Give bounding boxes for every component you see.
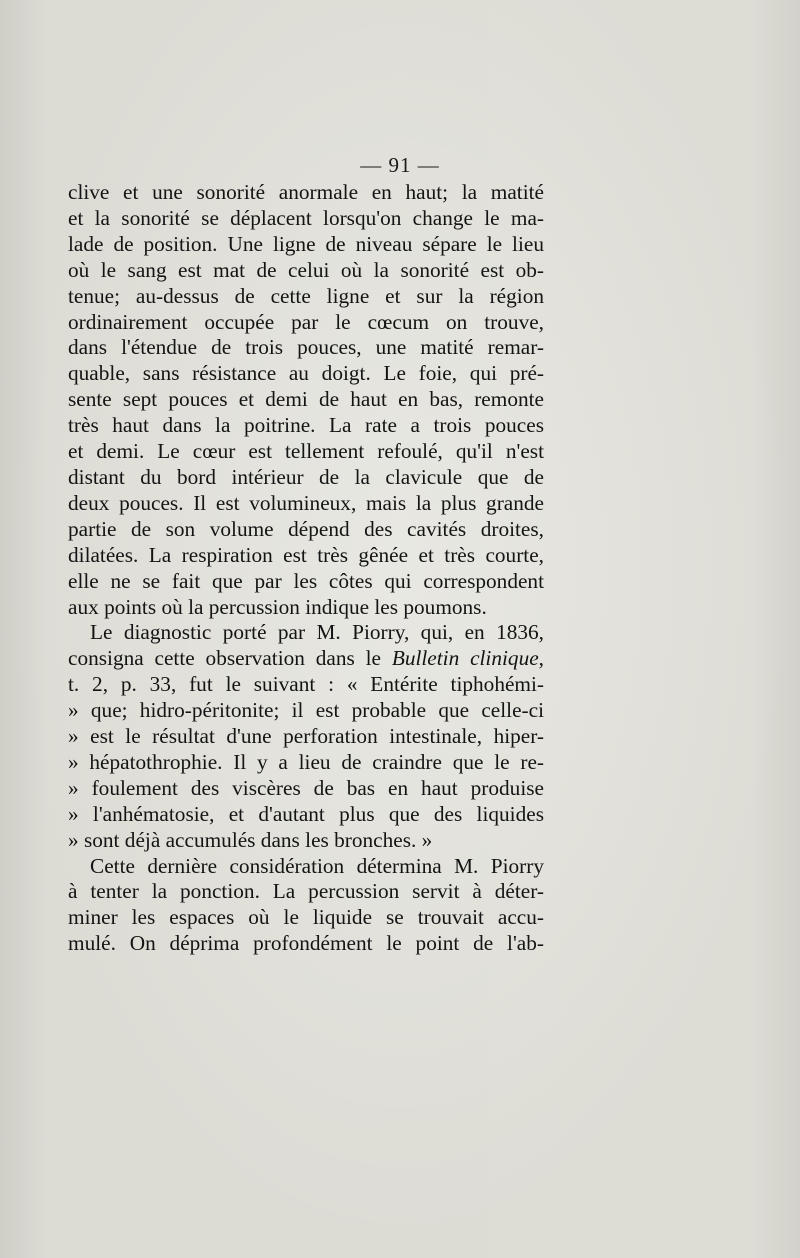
line-text: t. 2, p. 33, fut le suivant : « Entérite tiphohémi-: [68, 672, 544, 697]
text-line: [68, 465, 544, 491]
text-line: [68, 672, 544, 698]
page-number-header: — 91 —: [360, 153, 440, 177]
line-text: » sont déjà accumulés dans les bronches. »: [68, 827, 433, 852]
line-text: et demi. Le cœur est tellement refoulé, qu'il n'est: [68, 439, 544, 464]
text-line: [68, 569, 544, 595]
text-line: [68, 361, 544, 387]
text-line: [68, 646, 544, 672]
line-text: deux pouces. Il est volumineux, mais la plus grande: [68, 490, 544, 515]
text-line: [68, 750, 544, 776]
line-text: distant du bord intérieur de la clavicule que de: [68, 464, 544, 489]
text-line: [68, 905, 544, 931]
text-line: [68, 854, 544, 880]
line-text: clive et une sonorité anormale en haut; la matité: [68, 180, 544, 204]
text-line: [68, 802, 544, 828]
line-text: » foulement des viscères de bas en haut produise: [68, 775, 544, 800]
text-line: [68, 206, 544, 232]
line-text: où le sang est mat de celui où la sonorité est ob-: [68, 257, 544, 282]
line-text: très haut dans la poitrine. La rate a trois pouces: [68, 413, 544, 438]
line-text: » l'anhématosie, et d'autant plus que des liquides: [68, 801, 544, 826]
text-line: [68, 180, 544, 206]
text-line: [68, 258, 544, 284]
line-text: partie de son volume dépend des cavités droites,: [68, 516, 544, 541]
line-text: Le diagnostic porté par M. Piorry, qui, en 1836,: [90, 620, 544, 645]
text-line: [68, 931, 544, 957]
line-text: » est le résultat d'une perforation intestinale, hiper-: [68, 724, 544, 749]
text-line: [68, 828, 544, 854]
line-text: aux points où la percussion indique les poumons.: [68, 594, 487, 619]
line-text: consigna cette observation dans le: [68, 646, 392, 671]
line-text: dilatées. La respiration est très gênée et très courte,: [68, 542, 544, 567]
line-punctuation: ,: [538, 646, 544, 671]
text-line: [68, 517, 544, 543]
line-text: et la sonorité se déplacent lorsqu'on change le ma-: [68, 205, 544, 230]
body-text: [68, 180, 544, 957]
text-line: [68, 439, 544, 465]
text-line: [68, 724, 544, 750]
text-line: [68, 232, 544, 258]
line-text: miner les espaces où le liquide se trouvait accu-: [68, 905, 544, 930]
text-line: [68, 543, 544, 569]
line-text: » hépatothrophie. Il y a lieu de craindre que le re-: [68, 749, 544, 774]
text-line: [68, 387, 544, 413]
text-line: [68, 698, 544, 724]
line-text: quable, sans résistance au doigt. Le foie, qui pré-: [68, 361, 544, 386]
line-text: sente sept pouces et demi de haut en bas, remonte: [68, 387, 544, 412]
line-text: Cette dernière considération détermina M. Piorry: [90, 853, 544, 878]
text-line: [68, 491, 544, 517]
text-line: [68, 879, 544, 905]
text-line: [68, 310, 544, 336]
line-text: mulé. On déprima profondément le point de l'ab-: [68, 931, 544, 956]
line-text: » que; hidro-péritonite; il est probable que celle-ci: [68, 698, 544, 723]
line-text: dans l'étendue de trois pouces, une matité remar-: [68, 335, 544, 360]
text-line: [68, 620, 544, 646]
text-line: [68, 413, 544, 439]
line-text: à tenter la ponction. La percussion servit à déter-: [68, 879, 544, 904]
text-line: [68, 595, 544, 621]
text-line: [68, 776, 544, 802]
text-line: [68, 335, 544, 361]
line-text: ordinairement occupée par le cœcum on trouve,: [68, 309, 544, 334]
line-text: elle ne se fait que par les côtes qui correspondent: [68, 568, 544, 593]
text-line: [68, 284, 544, 310]
line-text: tenue; au-dessus de cette ligne et sur la région: [68, 283, 544, 308]
italic-title: Bulletin clinique: [391, 646, 539, 671]
line-text: lade de position. Une ligne de niveau sépare le lieu: [68, 231, 544, 256]
